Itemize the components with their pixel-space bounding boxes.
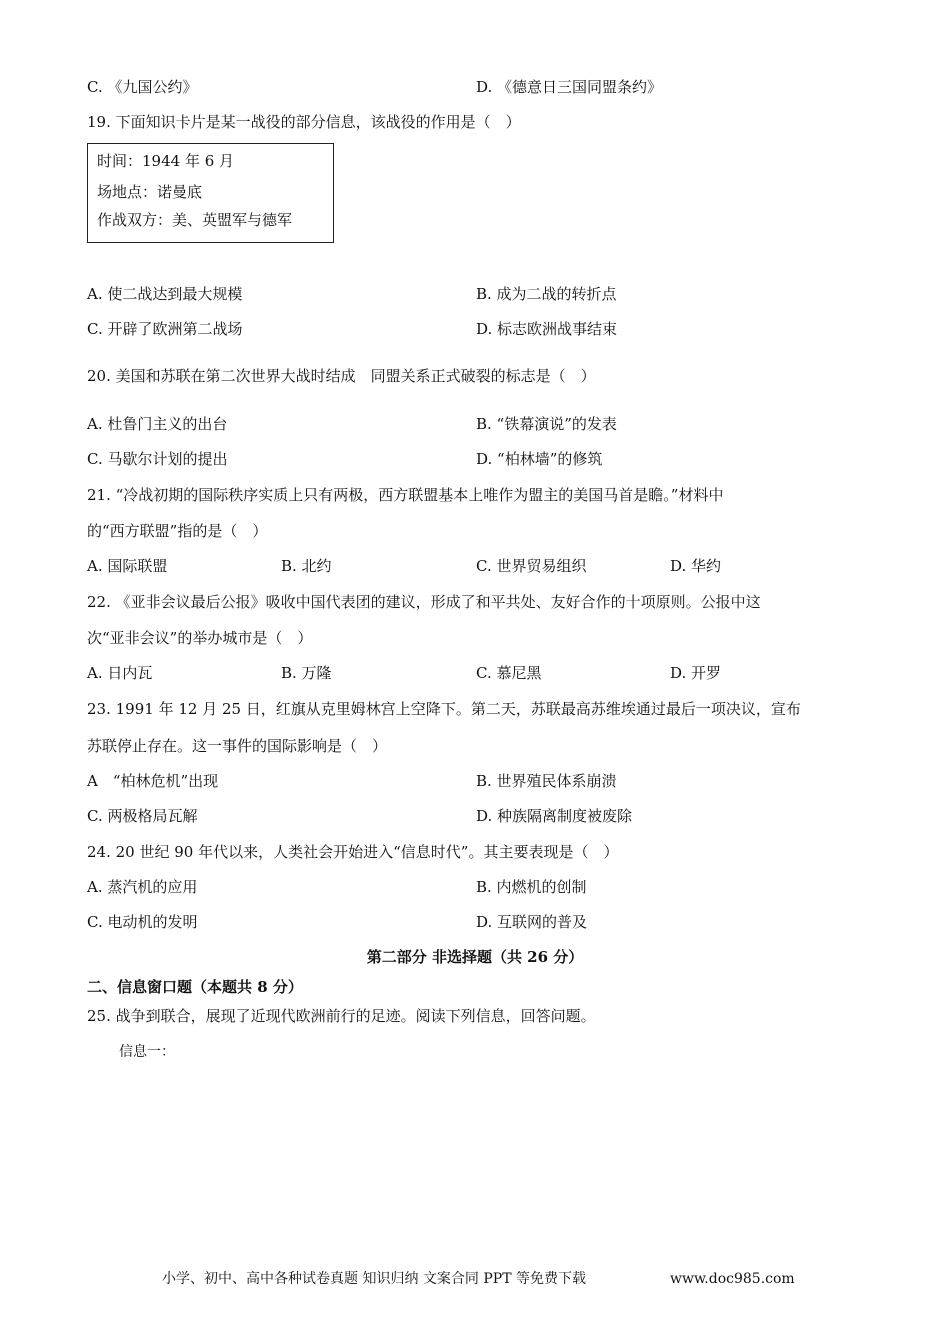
q22-stem-line1: 22. 《亚非会议最后公报》吸收中国代表团的建议，形成了和平共处、友好合作的十项原则。公报中这	[87, 593, 761, 611]
knowledge-card	[87, 143, 334, 243]
q23-option-a: A “柏林危机”出现	[87, 772, 219, 790]
q21-option-b: B. 北约	[281, 557, 332, 575]
q22-option-a: A. 日内瓦	[87, 664, 153, 682]
card-location: 场地点：诺曼底	[97, 183, 203, 201]
q24-stem: 24. 20 世纪 90 年代以来，人类社会开始进入“信息时代”。其主要表现是（ ）	[87, 843, 619, 861]
q19-option-a: A. 使二战达到最大规模	[87, 285, 243, 303]
q20-stem: 20. 美国和苏联在第二次世界大战时结成 同盟关系正式破裂的标志是（ ）	[87, 367, 596, 385]
q23-option-d: D. 种族隔离制度被废除	[476, 807, 633, 825]
q23-option-c: C. 两极格局瓦解	[87, 807, 198, 825]
q19-option-b: B. 成为二战的转折点	[476, 285, 617, 303]
q21-stem-line1: 21. “冷战初期的国际秩序实质上只有两极，西方联盟基本上唯作为盟主的美国马首是瞻。”材料中	[87, 486, 724, 504]
q22-stem-line2: 次“亚非会议”的举办城市是（ ）	[87, 629, 313, 647]
q20-option-a: A. 杜鲁门主义的出台	[87, 415, 228, 433]
q21-option-a: A. 国际联盟	[87, 557, 168, 575]
q23-stem-line2: 苏联停止存在。这一事件的国际影响是（ ）	[87, 737, 388, 755]
q24-option-b: B. 内燃机的创制	[476, 878, 587, 896]
section-heading: 二、信息窗口题（本题共 8 分）	[87, 978, 303, 996]
q19-stem: 19. 下面知识卡片是某一战役的部分信息，该战役的作用是（ ）	[87, 113, 521, 131]
footer-text: 小学、初中、高中各种试卷真题 知识归纳 文案合同 PPT 等免费下载	[162, 1271, 586, 1287]
q19-option-c: C. 开辟了欧洲第二战场	[87, 320, 243, 338]
q23-stem-line1: 23. 1991 年 12 月 25 日，红旗从克里姆林宫上空降下。第二天，苏联最高苏维埃通过最后一项决议，宣布	[87, 700, 801, 718]
q20-option-c: C. 马歇尔计划的提出	[87, 450, 228, 468]
q24-option-a: A. 蒸汽机的应用	[87, 878, 198, 896]
q20-option-d: D. “柏林墙”的修筑	[476, 450, 603, 468]
q22-option-d: D. 开罗	[670, 664, 722, 682]
footer-link[interactable]: www.doc985.com	[670, 1271, 795, 1287]
card-time: 时间：1944 年 6 月	[97, 152, 235, 170]
q18-option-c: C. 《九国公约》	[87, 78, 198, 96]
q23-option-b: B. 世界殖民体系崩溃	[476, 772, 617, 790]
q25-stem: 25. 战争到联合，展现了近现代欧洲前行的足迹。阅读下列信息，回答问题。	[87, 1007, 596, 1025]
q24-option-d: D. 互联网的普及	[476, 913, 588, 931]
part-two-heading: 第二部分 非选择题（共 26 分）	[366, 948, 584, 966]
q25-info-one-label: 信息一：	[119, 1044, 175, 1060]
q19-option-d: D. 标志欧洲战事结束	[476, 320, 618, 338]
q21-option-d: D. 华约	[670, 557, 722, 575]
q20-option-b: B. “铁幕演说”的发表	[476, 415, 617, 433]
q22-option-b: B. 万隆	[281, 664, 332, 682]
q24-option-c: C. 电动机的发明	[87, 913, 198, 931]
q22-option-c: C. 慕尼黑	[476, 664, 542, 682]
card-parties: 作战双方：美、英盟军与德军	[97, 211, 293, 229]
q18-option-d: D. 《德意日三国同盟条约》	[476, 78, 663, 96]
q21-option-c: C. 世界贸易组织	[476, 557, 587, 575]
q21-stem-line2: 的“西方联盟”指的是（ ）	[87, 522, 268, 540]
